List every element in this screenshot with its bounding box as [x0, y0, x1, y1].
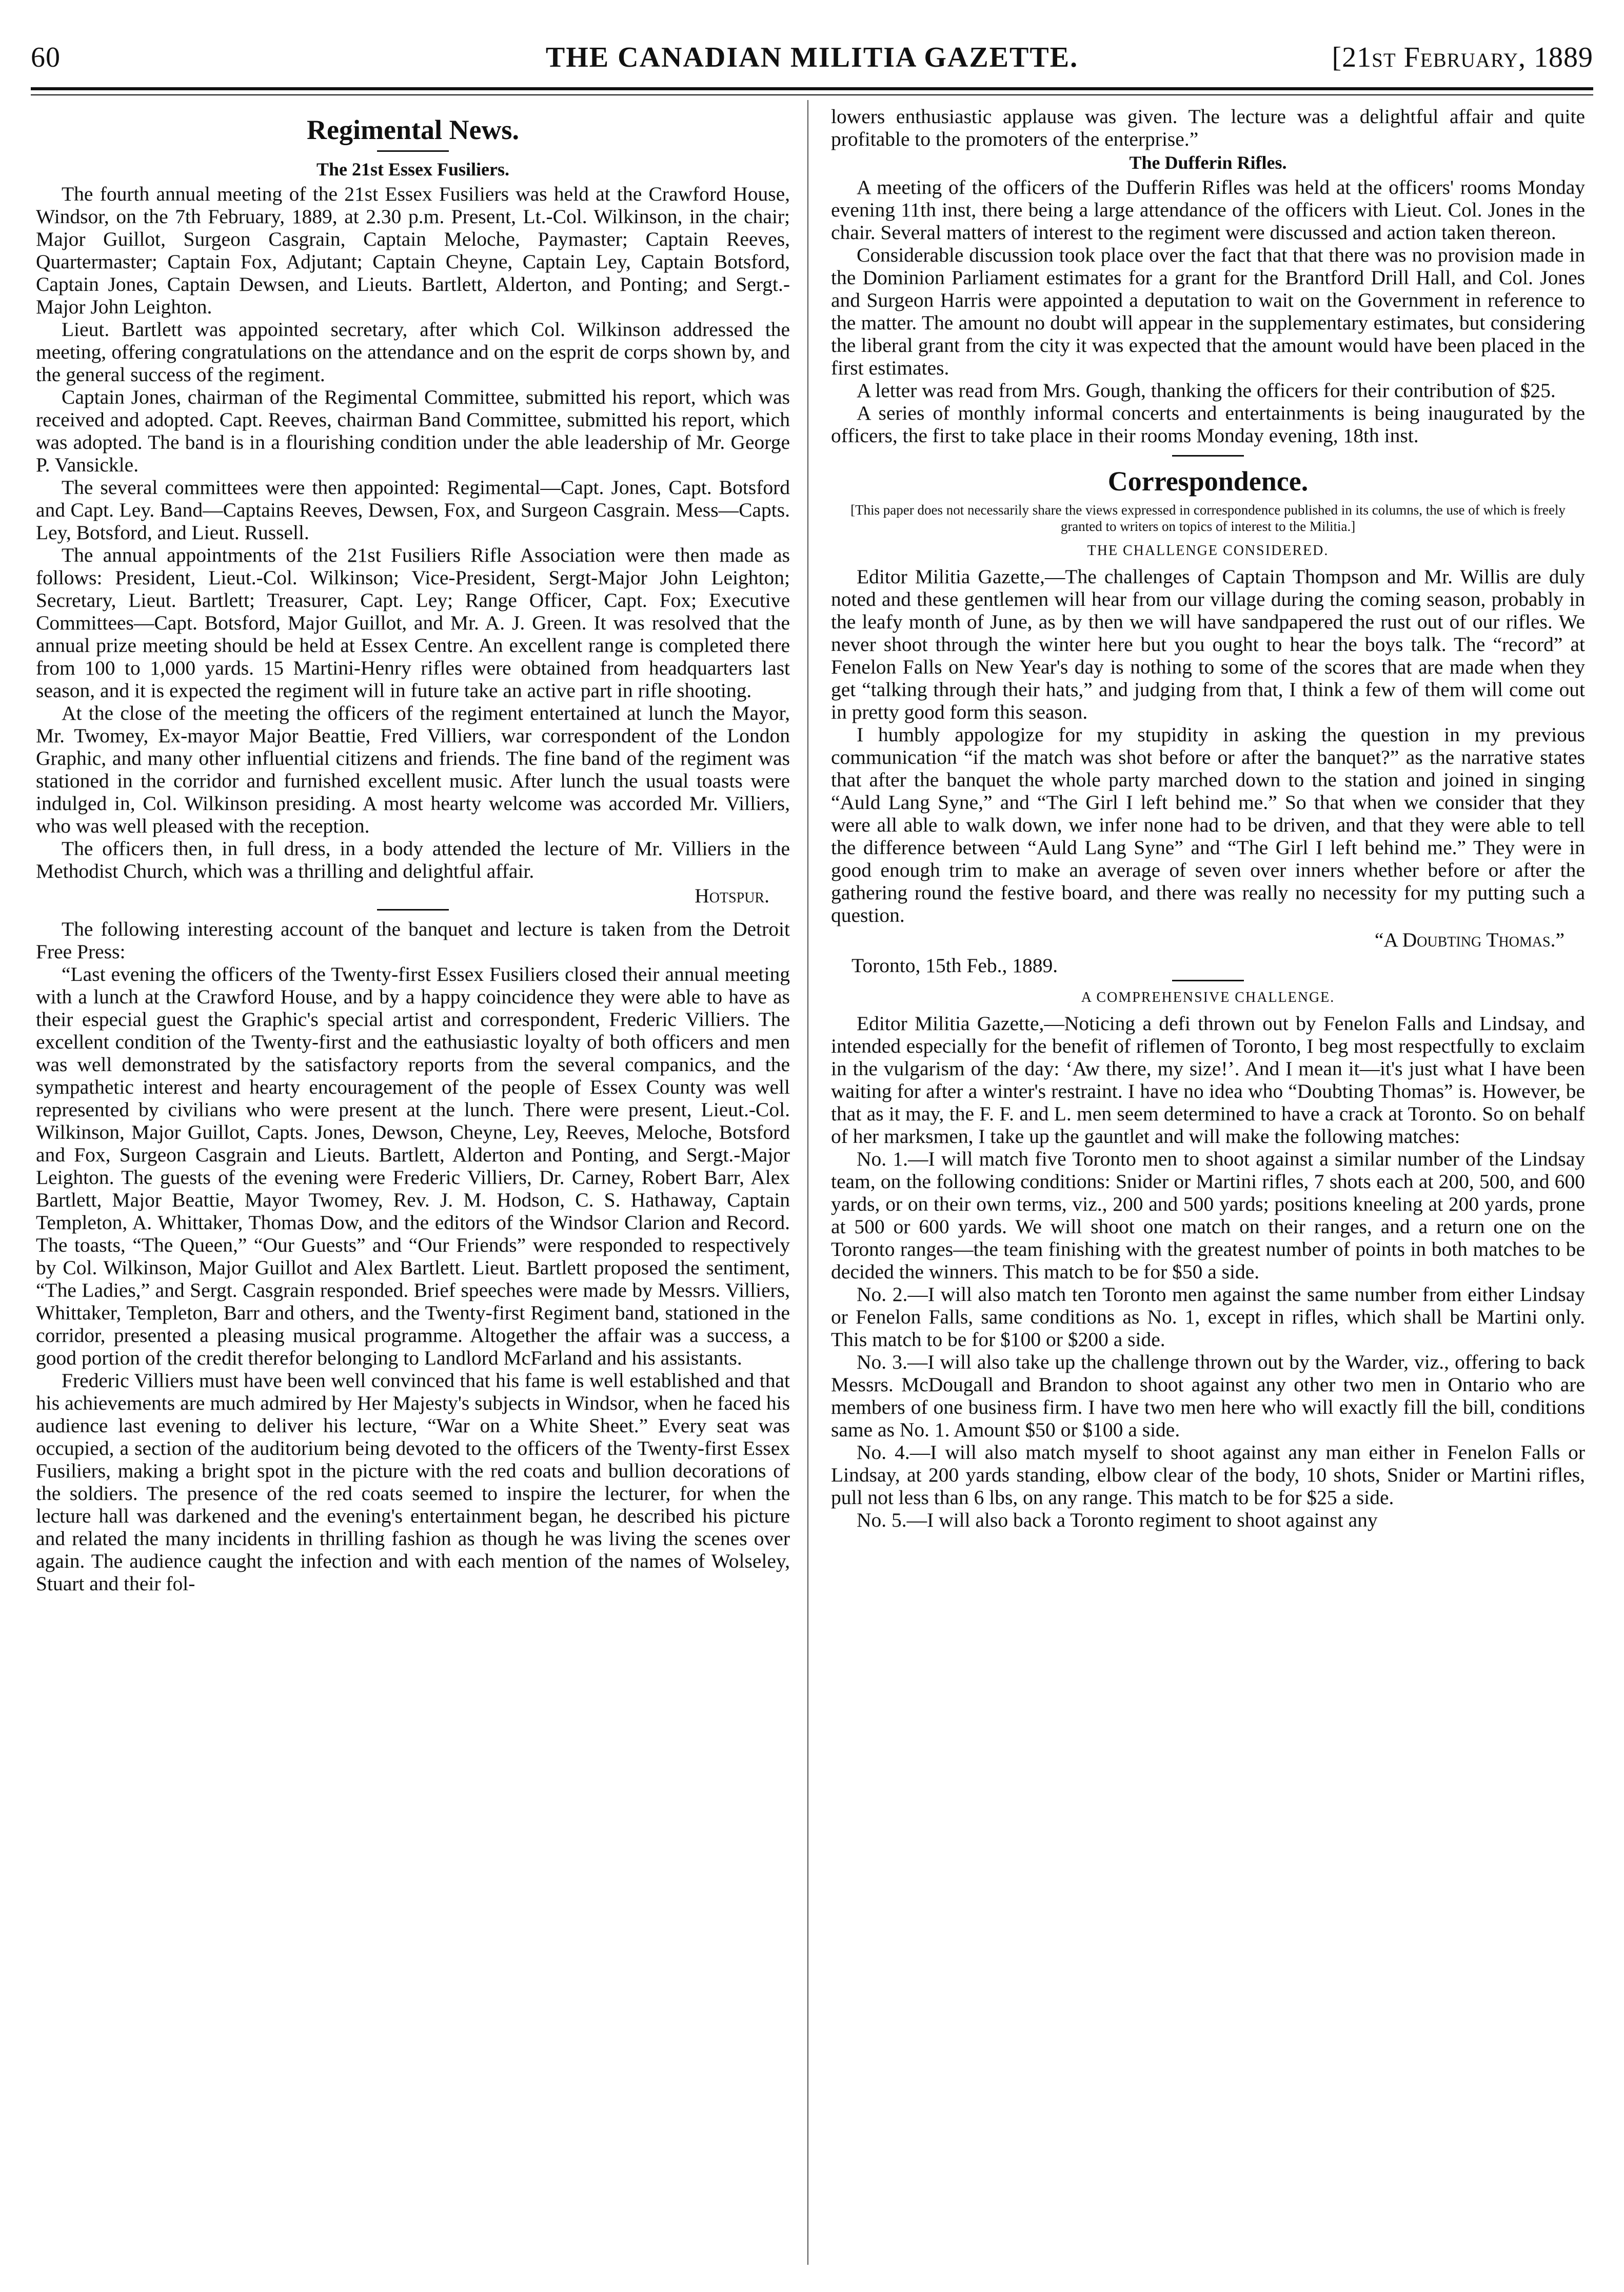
letter-paragraph: No. 5.—I will also back a Toronto regiment to shoot against any — [857, 1509, 1378, 1531]
continued-paragraph: lowers enthusiastic applause was given. The lecture was a delightful affair and quite profitable to the promoters of the enterprise.” — [831, 105, 1585, 150]
section-rule — [377, 150, 449, 152]
article-paragraph: A meeting of the officers of the Dufferin Rifles was held at the officers' rooms Monday evening 11th inst, there being a large attendance of the officers with Lieut. Col. Jones in the chair. Several matters of interest to the regiment were discussed and action taken thereon. — [831, 176, 1585, 244]
article-paragraph: A series of monthly informal concerts and entertainments is being inaugurated by the officers, the first to take place in their rooms Monday evening, 18th inst. — [831, 402, 1585, 447]
article-paragraph: The officers then, in full dress, in a body attended the lecture of Mr. Villiers in the Methodist Church, which was a thrilling and delightful affair. — [36, 837, 790, 882]
letter-rule — [1172, 980, 1244, 981]
page-number: 60 — [31, 42, 61, 73]
section-rule — [1172, 455, 1244, 457]
editorial-disclaimer: [This paper does not necessarily share the views expressed in correspondence published in its columns, the use of which is freely granted to writers on topics of interest to the Militia.] — [850, 502, 1566, 534]
article-paragraph: “Last evening the officers of the Twenty-first Essex Fusiliers closed their annual meeting with a lunch at the Crawford House, and by a happy coincidence they were able to have as their especial guest the Graphic's special artist and correspondent, Frederic Villiers. The excellent condition of the Twenty-first and the eathusiastic loyalty of both officers and men was well demonstrated by the satisfactory reports from the several companics, and the sympathetic interest and hearty encouragement of the people of Essex County was well represented by civilians who were present at the lunch. There were present, Lieut.-Col. Wilkinson, Major Guillot, Capts. Jones, Dewson, Cheyne, Ley, Reeves, Meloche, Botsford and Fox, Surgeon Casgrain and Lieuts. Bartlett, Alderton and Ponting, and Sergt.-Major Leighton. The guests of the evening were Frederic Villiers, Dr. Carney, Robert Barr, Alex Bartlett, Major Beattie, Mayor Twomey, Rev. J. M. Hodson, C. S. Hathaway, Captain Templeton, A. Whittaker, Thomas Dow, and the editors of the Windsor Clarion and Record. The toasts, “The Queen,” “Our Guests” and “Our Friends” were responded to respectively by Col. Wilkinson, Major Guillot and Alex Bartlett. Lieut. Bartlett proposed the sentiment, “The Ladies,” and Sergt. Casgrain responded. Brief speeches were made by Messrs. Villiers, Whittaker, Templeton, Barr and others, and the Twenty-first Regiment band, stationed in the corridor, presented a pleasing musical programme. Altogether the affair was a success, a good portion of the credit therefor belonging to Landlord McFarland and his assistants. — [36, 963, 790, 1369]
issue-date: [21st February, 1889 — [1332, 42, 1593, 73]
article-paragraph: Considerable discussion took place over the fact that that there was no provision made in the Dominion Parliament estimates for a grant for the Brantford Drill Hall, and Col. Jones and Surgeon Harris were appointed a deputation to wait on the Government in reference to the matter. The amount no doubt will appear in the supplementary estimates, but considering the liberal grant from the city it was expected that the amount would have been placed in the first estimates. — [831, 244, 1585, 379]
header-rule-thin — [31, 94, 1593, 95]
letter-signature: “A Doubting Thomas.” — [1374, 928, 1564, 951]
letter-paragraph: I humbly appologize for my stupidity in asking the question in my previous communication “if the match was shot before or after the banquet?” as the narrative states that after the banquet the whole party marched down to the station and joined in singing “Auld Lang Syne,” and “The Girl I left behind me.” So that when we consider that they were all able to walk down, we infer none had to be driven, and that they were able to tell the difference between “Auld Lang Syne” and “The Girl I left behind me.” They were in good enough trim to make an average of seven over inners whether before or after the gathering round the festive board, and there was really no necessity for my putting such a question. — [831, 723, 1585, 926]
masthead-title: THE CANADIAN MILITIA GAZETTE. — [545, 42, 1079, 73]
article-paragraph: A letter was read from Mrs. Gough, thanking the officers for their contribution of $25. — [857, 379, 1556, 402]
article-paragraph: Frederic Villiers must have been well convinced that his fame is well established and that his achievements are much admired by Her Majesty's subjects in Windsor, when he faced his audience last evening to deliver his lecture, “War on a White Sheet.” Every seat was occupied, a section of the auditorium being devoted to the officers of the Twenty-first Essex Fusiliers, making a bright spot in the picture with the red coats and bullion decorations of the soldiers. The presence of the red coats seemed to inspire the lecturer, for when the lecture hall was darkened and the evening's entertainment began, he described his picture and related the many incidents in thrilling fashion as though he was living the scenes over again. The audience caught the infection and with each mention of the names of Wolseley, Stuart and their fol- — [36, 1369, 790, 1595]
article-paragraph: Lieut. Bartlett was appointed secretary, after which Col. Wilkinson addressed the meeting, offering congratulations on the attendance and on the esprit de corps shown by, and the general success of the regiment. — [36, 318, 790, 386]
page-header — [31, 41, 1593, 82]
header-rule-thick — [31, 87, 1593, 90]
letter-paragraph: No. 1.—I will match five Toronto men to shoot against a similar number of the Lindsay team, on the following conditions: Snider or Martini rifles, 7 shots each at 200, 500, and 600 yards, or on their own terms, viz., 200 and 500 yards; positions kneeling at 200 yards, prone at 500 or 600 yards. We will shoot one match on their ranges, and a return one on the Toronto ranges—the team finishing with the greatest number of points in both matches to be decided the winners. This match to be for $50 a side. — [831, 1148, 1585, 1283]
author-signature: Hotspur. — [695, 884, 769, 907]
letter-dateline: Toronto, 15th Feb., 1889. — [851, 954, 1058, 977]
right-column — [831, 105, 1585, 1531]
article-rule — [377, 909, 449, 911]
comprehensive-challenge-heading: A COMPREHENSIVE CHALLENGE. — [1081, 990, 1335, 1005]
article-paragraph: The annual appointments of the 21st Fusiliers Rifle Association were then made as follows: President, Lieut.-Col. Wilkinson; Vice-President, Sergt-Major John Leighton; Secretary, Lieut. Bartlett; Treasurer, Capt. Ley; Range Officer, Capt. Fox; Executive Committees—Capt. Botsford, Major Guillot, and Mr. A. J. Green. It was resolved that the annual prize meeting should be held at Essex Centre. An excellent range is completed there from 100 to 1,000 yards. 15 Martini-Henry rifles were obtained from headquarters last season, and it is expected the regiment will in future take an active part in rifle shooting. — [36, 544, 790, 702]
article-paragraph: The fourth annual meeting of the 21st Essex Fusiliers was held at the Crawford House, Windsor, on the 7th February, 1889, at 2.30 p.m. Present, Lt.-Col. Wilkinson, in the chair; Major Guillot, Surgeon Casgrain, Captain Meloche, Paymaster; Captain Reeves, Quartermaster; Captain Fox, Adjutant; Captain Cheyne, Captain Ley, Captain Botsford, Captain Jones, Captain Dewsen, and Lieuts. Bartlett, Alderton, and Ponting; and Sergt.-Major John Leighton. — [36, 183, 790, 318]
article-paragraph: The several committees were then appointed: Regimental—Capt. Jones, Capt. Botsford and Capt. Ley. Band—Captains Reeves, Dewsen, Fox, and Surgeon Casgrain. Mess—Capts. Ley, Botsford, and Lieut. Russell. — [36, 476, 790, 544]
article-paragraph: The following interesting account of the banquet and lecture is taken from the Detroit Free Press: — [36, 918, 790, 963]
article-paragraph: Captain Jones, chairman of the Regimental Committee, submitted his report, which was received and adopted. Capt. Reeves, chairman Band Committee, submitted his report, which was adopted. The band is in a flourishing condition under the able leadership of Mr. George P. Vansickle. — [36, 386, 790, 476]
article-paragraph: At the close of the meeting the officers of the regiment entertained at lunch the Mayor, Mr. Twomey, Ex-mayor Major Beattie, Fred Villiers, war correspondent of the London Graphic, and many other influential citizens and friends. The fine band of the regiment was stationed in the corridor and furnished excellent music. After lunch the usual toasts were indulged in, Col. Wilkinson presiding. A most hearty welcome was accorded Mr. Villiers, who was well pleased with the reception. — [36, 702, 790, 837]
challenge-considered-heading: THE CHALLENGE CONSIDERED. — [1087, 543, 1329, 559]
letter-paragraph: Editor Militia Gazette,—The challenges of Captain Thompson and Mr. Willis are duly noted and these gentlemen will hear from our village during the coming season, probably in the leafy month of June, as by then we will have sandpapered the rust out of our rifles. We never shoot through the winter here but you ought to hear the boys talk. The “record” at Fenelon Falls on New Year's day is nothing to some of the scores that are made when they get “talking through their hats,” and judging from that, I think a few of them will come out in pretty good form this season. — [831, 565, 1585, 723]
letter-paragraph: No. 4.—I will also match myself to shoot against any man either in Fenelon Falls or Lindsay, at 200 yards standing, elbow clear of the body, 10 shots, Snider or Martini rifles, pull not less than 6 lbs, on any range. This match to be for $25 a side. — [831, 1441, 1585, 1509]
dufferin-rifles-heading: The Dufferin Rifles. — [1129, 152, 1287, 173]
essex-fusiliers-heading: The 21st Essex Fusiliers. — [316, 159, 509, 180]
letter-paragraph: Editor Militia Gazette,—Noticing a defi thrown out by Fenelon Falls and Lindsay, and intended especially for the benefit of riflemen of Toronto, I beg most respectfully to exclaim in the vulgarism of the day: ‘Aw there, my size!’. And I mean it—it's just what I have been waiting for after a winter's restraint. I have no idea who “Doubting Thomas” is. However, be that as it may, the F. F. and L. men seem determined to have a crack at Toronto. So on behalf of her marksmen, I take up the gauntlet and will make the following matches: — [831, 1012, 1585, 1148]
correspondence-title: Correspondence. — [1107, 466, 1309, 497]
letter-paragraph: No. 2.—I will also match ten Toronto men against the same number from either Lindsay or Fenelon Falls, same conditions as No. 1, except in rifles, which shall be Martini only. This match to be for $100 or $200 a side. — [831, 1283, 1585, 1351]
regimental-news-title: Regimental News. — [307, 114, 519, 145]
left-column — [36, 105, 790, 1595]
letter-paragraph: No. 3.—I will also take up the challenge thrown out by the Warder, viz., offering to back Messrs. McDougall and Brandon to shoot against any other two men in Ontario who are members of one business firm. I have two men here who will exactly fill the bill, conditions same as No. 1. Amount $50 or $100 a side. — [831, 1351, 1585, 1441]
column-divider — [807, 100, 808, 2265]
